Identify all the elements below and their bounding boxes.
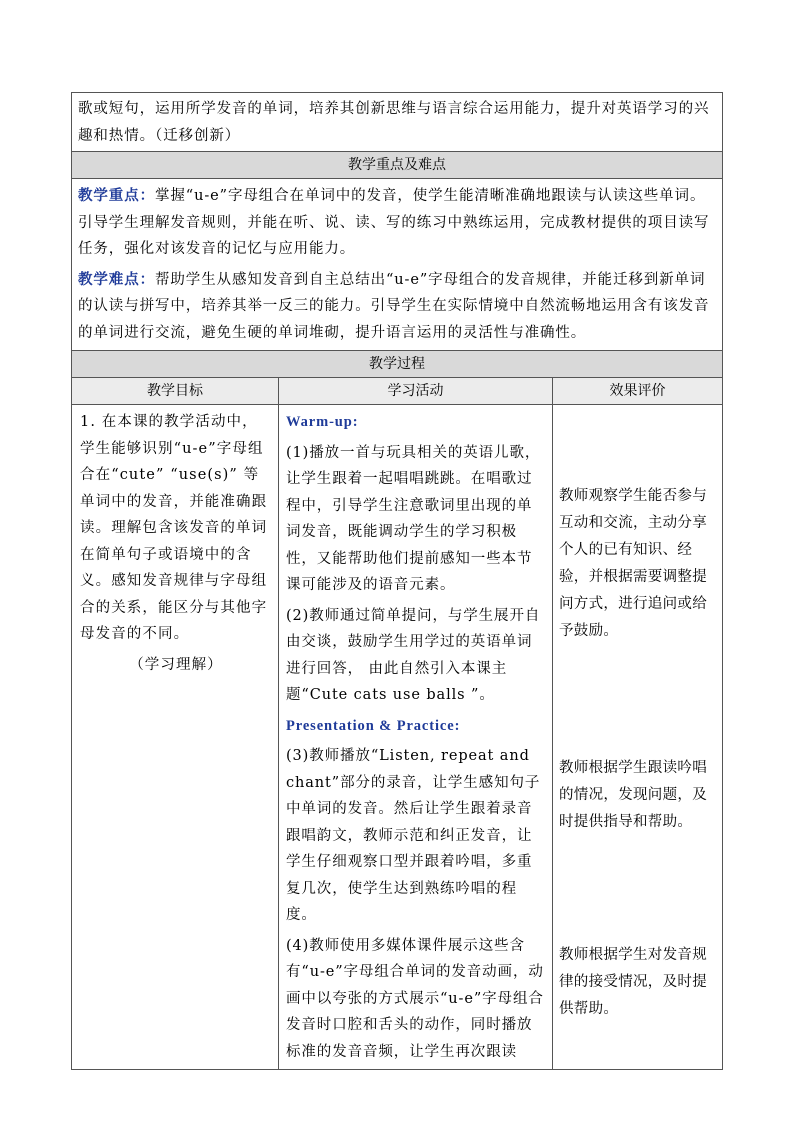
process-heading-row [72,351,723,378]
activity-cell [279,405,553,1070]
lesson-plan-table [71,92,723,1070]
intro-text: 歌或短句，运用所学发音的单词，培养其创新思维与语言综合运用能力，提升对英语学习的兴趣和热情。（迁移创新） [78,101,710,144]
focus-label: 教学重点： [78,187,155,204]
key-points-row [72,179,723,351]
teaching-difficulty [78,267,716,347]
goal-text: 1. 在本课的教学活动中，学生能够识别“u-e”字母组合在“cute” “use(s)” 等单词中的发音，并能准确跟读。理解包含该发音的单词在简单句子或语境中的含义。感知发音规律与字母组合的关系，能区分与其他字母发音的不同。 [80,414,268,642]
key-points-cell [72,179,723,351]
process-heading: 教学过程 [72,351,723,378]
activity-step-2: (2)教师通过简单提问，与学生展开自由交谈，鼓励学生用学过的英语单词进行回答， 由此自然引入本课主题“Cute cats use balls ”。 [286,607,541,703]
difficulty-label: 教学难点： [78,270,155,288]
column-header-activity: 学习活动 [279,378,553,405]
evaluation-1: 教师观察学生能否参与互动和交流，主动分享个人的已有知识、经验，并根据需要调整提问方式，进行追问或给予鼓励。 [559,488,707,639]
evaluation-3: 教师根据学生对发音规律的接受情况，及时提供帮助。 [559,947,707,1017]
activity-step-3: (3)教师播放“Listen, repeat and chant”部分的录音，让学生感知句子中单词的发音。然后让学生跟着录音跟唱韵文，教师示范和纠正发音，让学生仔细观察口型并跟着吟唱，多重复几次，使学生达到熟练吟唱的程度。 [286,748,541,923]
process-column-header-row [72,378,723,405]
key-points-heading-row [72,152,723,179]
activity-step-1: (1)播放一首与玩具相关的英语儿歌，让学生跟着一起唱唱跳跳。在唱歌过程中，引导学生注意歌词里出现的单词发音，既能调动学生的学习积极性，又能帮助他们提前感知一些本节课可能涉及的语音元素。 [286,444,541,593]
focus-text: 掌握“u-e”字母组合在单词中的发音，使学生能清晰准确地跟读与认读这些单词。引导学生理解发音规则，并能在听、说、读、写的练习中熟练运用，完成教材提供的项目读写任务，强化对该发音的记忆与应用能力。 [78,188,710,257]
activity-step-4: (4)教师使用多媒体课件展示这些含有“u-e”字母组合单词的发音动画，动画中以夸张的方式展示“u-e”字母组合发音时口腔和舌头的动作，同时播放标准的发音音频，让学生再次跟读 [286,937,544,1060]
difficulty-text: 帮助学生从感知发音到自主总结出“u-e”字母组合的发音规律，并能迁移到新单词的认读与拼写中，培养其举一反三的能力。引导学生在实际情境中自然流畅地运用含有该发音的单词进行交流，避免生硬的单词堆砌，提升语言运用的灵活性与准确性。 [78,271,710,341]
column-header-goal: 教学目标 [72,378,279,405]
process-row [72,405,723,1070]
key-points-heading: 教学重点及难点 [72,152,723,179]
evaluation-cell [553,405,723,1070]
evaluation-2: 教师根据学生跟读吟唱的情况，发现问题，及时提供指导和帮助。 [559,760,707,830]
teaching-focus [78,183,716,263]
warmup-label: Warm-up: [286,414,359,430]
intro-cell [72,93,723,152]
goal-cell [72,405,279,1070]
column-header-evaluation: 效果评价 [553,378,723,405]
goal-type: （学习理解） [129,656,223,673]
intro-row [72,93,723,152]
presentation-label: Presentation & Practice: [286,717,461,734]
